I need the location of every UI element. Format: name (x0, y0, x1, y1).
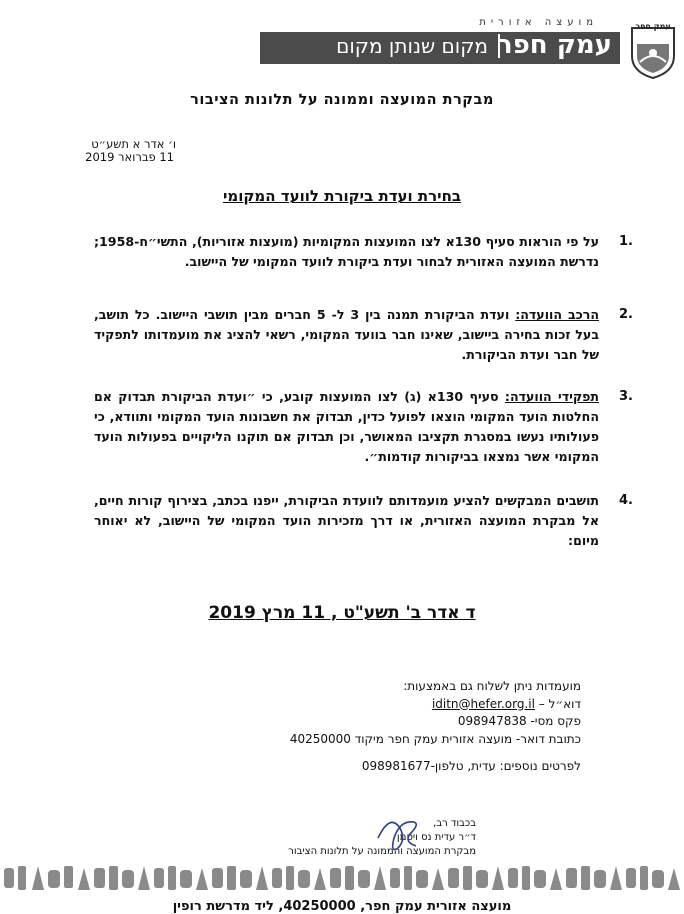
handwritten-signature-icon (370, 808, 430, 858)
list-item (94, 491, 633, 551)
letterhead-band (260, 32, 620, 64)
list-item (94, 232, 633, 272)
contact-fax: פקס מסי- 098947838 (457, 714, 581, 728)
footer-address: מועצה אזורית עמק חפר, 40250000, ליד מדרשת רופין (172, 899, 512, 914)
item-lead: הרכב הוועדה: (515, 307, 599, 322)
contact-email-row (281, 696, 581, 714)
org-subtitle: מועצה אזורית (479, 17, 598, 28)
org-name: עמק חפר (497, 30, 612, 60)
item-lead: תפקידי הוועדה: (504, 389, 599, 404)
item-text: סעיף 130א (ג) לצו המועצות קובע, כי ״ועדת הביקורת תבדוק אם החלטות הועד המקומי הוצאו לפועל כדין, תבדוק את חשבונות הועד המקומי ותוודא, כי פעולותיו נעשו במסגרת תקציבו המאושר, וכן תבדוק אם תוקנו הליקויים בפעולות הועד המקומי אשר נמצאו בביקורות קודמות״. (94, 389, 599, 464)
emblem-icon (628, 20, 678, 80)
email-label: דוא״ל – (538, 696, 581, 711)
contact-intro: מועמדות ניתן לשלוח גם באמצעות: (403, 679, 581, 693)
letterhead (160, 17, 671, 66)
item-text: על פי הוראות סעיף 130א לצו המועצות המקומיות (מועצות אזוריות), התשי״ח-1958; נדרשת המועצה האזורית לבחור ועדת ביקורת לוועד המקומי של היישוב. (94, 234, 599, 269)
item-number: 1. (619, 234, 633, 249)
letterhead-subtitle: מבקרת המועצה וממונה על תלונות הציבור (190, 92, 494, 108)
list-item (94, 387, 633, 467)
list-item (94, 305, 633, 365)
item-text: תושבים המבקשים להציע מועמדותם לוועדת הביקורת, ייפנו בכתב, בצירוף קורות חיים, אל מבקרת המועצה האזורית, או דרך מזכירות הועד המקומי של היישוב, לא יאוחר מיום: (94, 493, 599, 548)
decorative-footer-strip (0, 860, 684, 900)
numbered-list (94, 232, 633, 551)
item-text: ועדת הביקורת תמנה בין 3 ל- 5 חברים מבין תושבי היישוב. כל תושב, בעל זכות בחירה ביישוב, שאינו חבר בוועד המקומי, רשאי להציג את מועמדותו לתפקיד של חבר ועדת הביקורת. (94, 307, 599, 362)
emblem-label: עמק חפר (635, 22, 671, 31)
contact-address: כתובת דואר- מועצה אזורית עמק חפר מיקוד 40250000 (289, 731, 581, 746)
hebrew-date: ו׳ אדר א תשע״ט (91, 137, 176, 151)
org-slogan: מקום שנותן מקום (336, 34, 500, 58)
deadline-date: ד אדר ב' תשע"ט , 11 מרץ 2019 (208, 603, 476, 623)
signature-greeting: בכבוד רב, (433, 818, 476, 829)
signer-name: ד״ר עדית נס ויסמן (396, 832, 476, 843)
signer-role: מבקרת המועצה והממונה על תלונות הציבור (288, 846, 476, 857)
contact-block (281, 678, 581, 776)
item-number: 3. (619, 389, 633, 404)
item-number: 2. (619, 307, 633, 322)
item-number: 4. (619, 493, 633, 508)
gregorian-date: 11 פברואר 2019 (85, 150, 174, 164)
document-title: בחירת ועדת ביקורת לוועד המקומי (222, 187, 462, 205)
contact-details: לפרטים נוספים: עדית, טלפון-098981677 (361, 759, 581, 773)
email-link[interactable]: iditn@hefer.org.il (431, 696, 535, 711)
